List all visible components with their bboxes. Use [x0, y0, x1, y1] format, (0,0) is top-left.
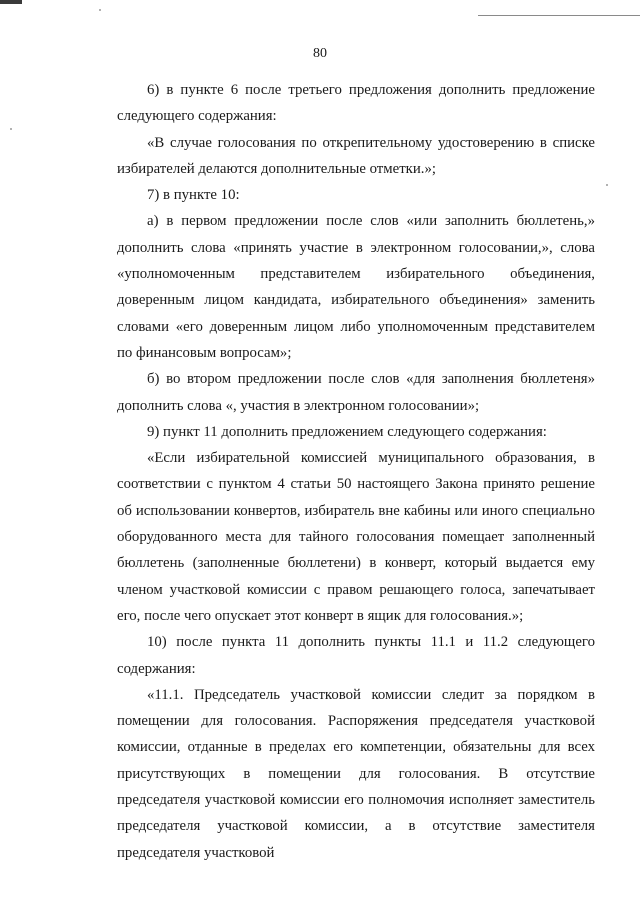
document-body	[117, 77, 595, 866]
paragraph: 7) в пункте 10:	[147, 187, 240, 204]
page-number: 80	[313, 46, 327, 61]
paragraph: «11.1. Председатель участковой комиссии следит за порядком в помещении для голосования. Распоряжения председателя участковой комиссии, отданные в пределах его компетенции, обязательны для всех присутствующих в помещении для голосования. В отсутствие председателя участковой комиссии его полномочия исполняет заместитель председателя участковой комиссии, а в отсутствие заместителя председателя участковой	[117, 686, 595, 861]
paragraph: «Если избирательной комиссией муниципального образования, в соответствии с пунктом 4 статьи 50 настоящего Закона принято решение об использовании конвертов, избиратель вне кабины или иного специально оборудованного места для тайного голосования помещает заполненный бюллетень (заполненные бюллетени) в конверт, который выдается ему членом участковой комиссии с правом решающего голоса, запечатывает его, после чего опускает этот конверт в ящик для голосования.»;	[117, 450, 595, 624]
paragraph: «В случае голосования по открепительному удостоверению в списке избирателей делаются дополнительные отметки.»;	[117, 134, 595, 177]
paragraph: 6) в пункте 6 после третьего предложения дополнить предложение следующего содержания:	[117, 82, 595, 125]
paragraph: б) во втором предложении после слов «для заполнения бюллетеня» дополнить слова «, участия в электронном голосовании»;	[117, 371, 595, 414]
scan-dot	[99, 9, 101, 11]
scan-mark-top-left	[0, 0, 22, 4]
paragraph: 10) после пункта 11 дополнить пункты 11.1 и 11.2 следующего содержания:	[117, 634, 595, 677]
paragraph: а) в первом предложении после слов «или заполнить бюллетень,» дополнить слова «принять участие в электронном голосовании,», слова «уполномоченным представителем избирательного объединения, доверенным лицом кандидата, избирательного объединения» заменить словами «его доверенным лицом либо уполномоченным представителем по финансовым вопросам»;	[117, 213, 595, 361]
paragraph: 9) пункт 11 дополнить предложением следующего содержания:	[147, 423, 547, 440]
scan-dot	[606, 184, 608, 186]
scan-dot	[10, 128, 12, 130]
scan-line-top-right	[478, 15, 640, 16]
